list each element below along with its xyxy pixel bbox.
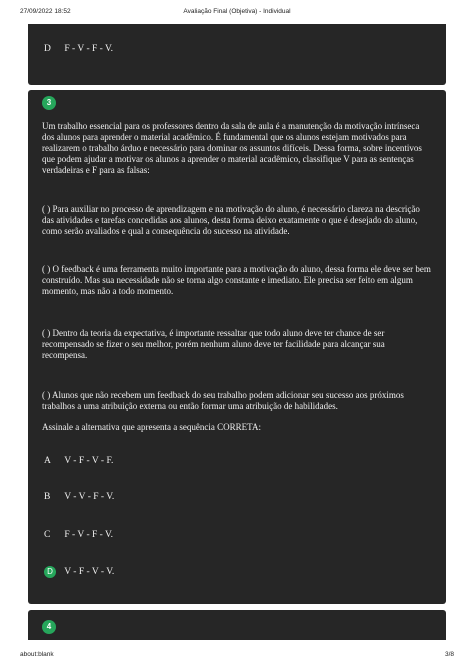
print-datetime: 27/09/2022 18:52 (20, 8, 71, 15)
option-a[interactable] (44, 455, 113, 467)
option-d-selected[interactable] (44, 566, 114, 578)
selected-option-badge: D (44, 566, 56, 578)
option-text: V - V - F - V. (64, 492, 115, 502)
option-b[interactable] (44, 491, 114, 503)
question-number-badge: 4 (42, 620, 56, 634)
option-letter: B (44, 492, 51, 502)
question-number-badge: 3 (42, 96, 56, 110)
option-letter: D (44, 44, 51, 54)
option-text: V - F - V - V. (64, 567, 115, 577)
option-d-previous[interactable] (44, 43, 113, 55)
option-letter: A (44, 456, 51, 466)
print-url: about:blank (20, 651, 54, 658)
print-header (20, 8, 454, 18)
option-text: F - V - F - V. (64, 530, 114, 540)
next-question-card (28, 610, 446, 640)
statement-4: ( ) Alunos que não recebem um feedback do seu trabalho podem adicionar seu sucesso aos próximos trabalhos a uma atribuição externa ou então formar uma atribuição de habilidades. (42, 390, 404, 411)
option-text: V - F - V - F. (64, 456, 114, 466)
print-title: Avaliação Final (Objetiva) - Individual (183, 8, 291, 15)
question-card (28, 90, 446, 604)
statement-1: ( ) Para auxiliar no processo de aprendizagem e na motivação do aluno, é necessário clareza na descrição das atividades e tarefas concedidas aos alunos, desta forma deixo exatamente o que é desejado do aluno, como serão avaliados e qual a consequência do sucesso na atividade. (42, 204, 420, 236)
statement-2: ( ) O feedback é uma ferramenta muito importante para a motivação do aluno, dessa forma ele deve ser bem construído. Mas sua necessidade não se torna algo constante e imediato. Ele precisa ser feito em algum momento, mas não a todo momento. (42, 264, 431, 296)
print-footer (20, 651, 454, 661)
statement-3: ( ) Dentro da teoria da expectativa, é importante ressaltar que todo aluno deve ter chance de ser recompensado se fizer o seu melhor, porém nenhum aluno deve ter facilidade para alcançar sua recompensa. (42, 328, 385, 360)
option-text: F - V - F - V. (64, 44, 114, 54)
option-c[interactable] (44, 529, 113, 541)
print-page-number: 3/8 (444, 651, 454, 658)
previous-question-card (28, 24, 446, 85)
option-letter: C (44, 530, 51, 540)
question-intro: Um trabalho essencial para os professores dentro da sala de aula é a manutenção da motivação intrínseca dos alunos para aprender o material acadêmico. É fundamental que os alunos estejam motivados para realizarem o trabalho árduo e necessário para dominar os assuntos difíceis. Dessa forma, sobre incentivos que podem ajudar a motivar os alunos a aprender o material acadêmico, classifique V para as sentenças verdadeiras e F para as falsas: (42, 121, 422, 175)
question-prompt: Assinale a alternativa que apresenta a sequência CORRETA: (42, 422, 261, 432)
